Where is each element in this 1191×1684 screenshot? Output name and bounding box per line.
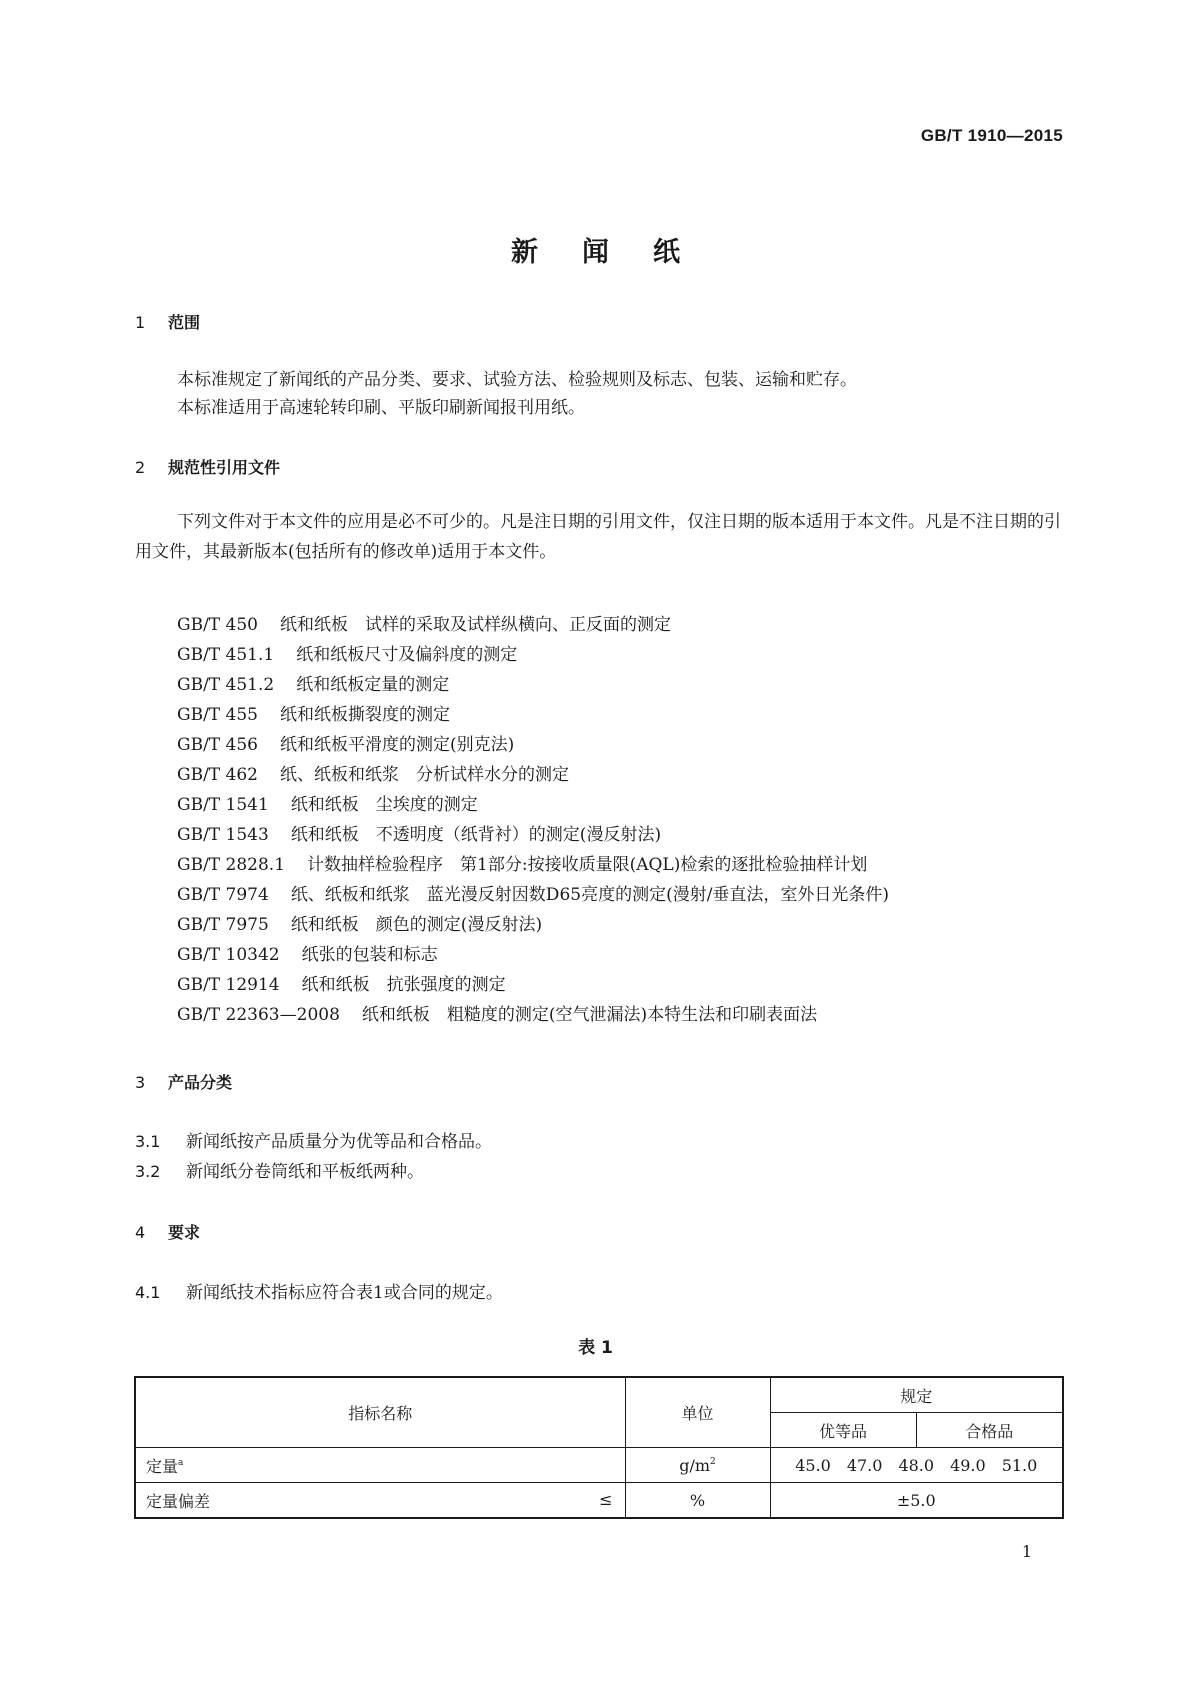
- reference-title: 纸张的包装和标志: [301, 945, 438, 965]
- header-grade-qualified: 合格品: [916, 1413, 1063, 1448]
- reference-title: 纸和纸板定量的测定: [296, 675, 450, 695]
- clause-4-1: [135, 1278, 503, 1303]
- unit-exponent: 2: [710, 1456, 716, 1467]
- row-unit: [625, 1448, 770, 1483]
- normative-references-list: [177, 610, 889, 1030]
- reference-code: GB/T 7975: [177, 915, 269, 935]
- header-unit: 单位: [625, 1377, 770, 1448]
- reference-code: GB/T 1543: [177, 825, 269, 845]
- clause-text: 新闻纸按产品质量分为优等品和合格品。: [186, 1132, 492, 1152]
- reference-code: GB/T 450: [177, 615, 258, 635]
- clause-number: 4.1: [135, 1283, 161, 1302]
- table-1: [134, 1376, 1064, 1519]
- reference-title: 纸、纸板和纸浆 蓝光漫反射因数D65亮度的测定(漫射/垂直法，室外日光条件): [290, 885, 890, 905]
- reference-title: 纸和纸板 粗糙度的测定(空气泄漏法)本特生法和印刷表面法: [361, 1005, 818, 1025]
- section-2-heading: [135, 455, 280, 478]
- reference-item: [177, 820, 889, 850]
- reference-code: GB/T 462: [177, 765, 258, 785]
- reference-code: GB/T 2828.1: [177, 855, 286, 875]
- grammage-value: 49.0: [950, 1455, 986, 1475]
- clause-3-1: [135, 1127, 492, 1152]
- section-2-number: 2: [135, 458, 146, 477]
- reference-code: GB/T 12914: [177, 975, 280, 995]
- section-3-heading: [135, 1070, 232, 1093]
- reference-code: GB/T 451.1: [177, 645, 275, 665]
- reference-code: GB/T 22363—2008: [177, 1005, 340, 1025]
- reference-title: 纸和纸板尺寸及偏斜度的测定: [296, 645, 518, 665]
- reference-title: 纸和纸板 颜色的测定(漫反射法): [290, 915, 543, 935]
- reference-code: GB/T 7974: [177, 885, 269, 905]
- unit-base: g/m: [679, 1455, 711, 1475]
- reference-item: [177, 760, 889, 790]
- section-4-title: 要求: [168, 1223, 201, 1242]
- reference-item: [177, 670, 889, 700]
- reference-item: [177, 910, 889, 940]
- reference-title: 纸和纸板 尘埃度的测定: [290, 795, 478, 815]
- reference-item: [177, 940, 889, 970]
- standard-code: GB/T 1910—2015: [920, 126, 1063, 145]
- row-grammage-values: [770, 1448, 1063, 1483]
- grammage-value: 45.0: [795, 1455, 831, 1475]
- section-1-paragraph-1: 本标准规定了新闻纸的产品分类、要求、试验方法、检验规则及标志、包装、运输和贮存。: [177, 370, 857, 390]
- reference-item: [177, 790, 889, 820]
- row-unit: %: [625, 1483, 770, 1519]
- reference-item: [177, 850, 889, 880]
- section-1-paragraph-2: 本标准适用于高速轮转印刷、平版印刷新闻报刊用纸。: [177, 398, 585, 418]
- row-indicator-name: [135, 1483, 625, 1519]
- table-row: [135, 1483, 1063, 1519]
- reference-code: GB/T 1541: [177, 795, 269, 815]
- reference-title: 纸和纸板 试样的采取及试样纵横向、正反面的测定: [280, 615, 671, 635]
- clause-3-2: [135, 1157, 424, 1182]
- section-2-title: 规范性引用文件: [168, 458, 281, 477]
- reference-item: [177, 970, 889, 1000]
- section-4-heading: [135, 1220, 200, 1243]
- reference-code: GB/T 455: [177, 705, 258, 725]
- reference-item: [177, 880, 889, 910]
- table-1-caption: 表 1: [578, 1338, 613, 1358]
- reference-item: [177, 700, 889, 730]
- clause-text: 新闻纸分卷筒纸和平板纸两种。: [186, 1162, 424, 1182]
- clause-number: 3.1: [135, 1132, 161, 1151]
- section-4-number: 4: [135, 1223, 146, 1242]
- reference-title: 纸和纸板 抗张强度的测定: [301, 975, 506, 995]
- reference-item: [177, 640, 889, 670]
- clause-text: 新闻纸技术指标应符合表1或合同的规定。: [186, 1283, 503, 1303]
- section-3-number: 3: [135, 1073, 146, 1092]
- row-name-text: 定量偏差: [146, 1491, 211, 1511]
- reference-title: 纸和纸板撕裂度的测定: [280, 705, 450, 725]
- reference-code: GB/T 456: [177, 735, 258, 755]
- grammage-value: 51.0: [1001, 1455, 1038, 1475]
- comparator-symbol: ≤: [599, 1490, 613, 1509]
- page-number: 1: [1021, 1542, 1032, 1561]
- reference-title: 纸和纸板 不透明度（纸背衬）的测定(漫反射法): [290, 825, 662, 845]
- grammage-value: 47.0: [846, 1455, 883, 1475]
- reference-item: [177, 730, 889, 760]
- header-indicator-name: 指标名称: [135, 1377, 625, 1448]
- section-2-intro: 下列文件对于本文件的应用是必不可少的。凡是注日期的引用文件，仅注日期的版本适用于本文件。凡是不注日期的引用文件，其最新版本(包括所有的修改单)适用于本文件。: [135, 512, 1061, 562]
- reference-code: GB/T 10342: [177, 945, 280, 965]
- grammage-value: 48.0: [898, 1455, 935, 1475]
- reference-code: GB/T 451.2: [177, 675, 275, 695]
- row-value: ±5.0: [770, 1483, 1063, 1519]
- footnote-mark: a: [178, 1457, 184, 1468]
- reference-item: [177, 610, 889, 640]
- section-1-number: 1: [135, 313, 146, 332]
- reference-title: 纸、纸板和纸浆 分析试样水分的测定: [280, 765, 569, 785]
- reference-item: [177, 1000, 889, 1030]
- row-name-text: 定量: [146, 1456, 179, 1476]
- section-1-title: 范围: [168, 313, 201, 332]
- header-specification: 规定: [770, 1377, 1063, 1413]
- header-grade-superior: 优等品: [770, 1413, 916, 1448]
- row-indicator-name: [135, 1448, 625, 1483]
- section-1-heading: [135, 310, 200, 333]
- document-title: 新闻纸: [511, 237, 724, 268]
- section-3-title: 产品分类: [168, 1073, 233, 1092]
- reference-title: 纸和纸板平滑度的测定(别克法): [280, 735, 515, 755]
- table-row: [135, 1448, 1063, 1483]
- reference-title: 计数抽样检验程序 第1部分:按接收质量限(AQL)检索的逐批检验抽样计划: [307, 855, 868, 875]
- clause-number: 3.2: [135, 1162, 161, 1181]
